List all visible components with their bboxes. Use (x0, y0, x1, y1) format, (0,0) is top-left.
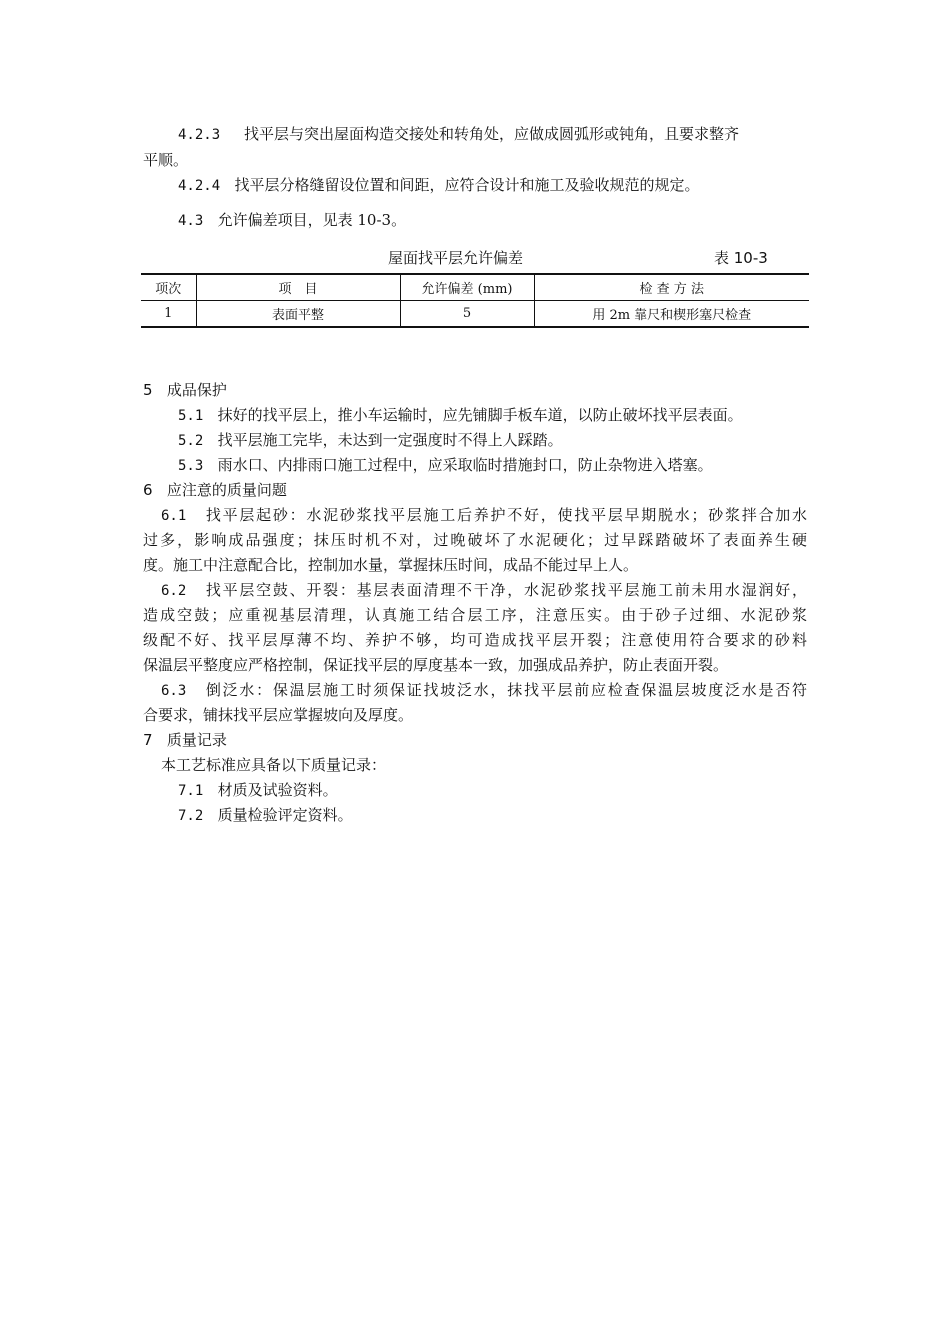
header-cell: 检 查 方 法 (534, 274, 809, 301)
section-7-heading (143, 727, 807, 753)
clause-text: 允许偏差项目，见表 10-3。 (217, 211, 407, 229)
paragraph-6-2-cont: 保温层平整度应严格控制，保证找平层的厚度基本一致，加强成品养护，防止表面开裂。 (143, 656, 729, 674)
paragraph-6-2 (143, 577, 807, 604)
table-cell: 1 (141, 301, 196, 328)
table-number: 表 10-3 (714, 249, 768, 267)
table-cell: 用 2m 靠尺和楔形塞尺检查 (534, 301, 809, 328)
paragraph-4-2-4 (143, 172, 807, 199)
paragraph-6-2-cont: 造成空鼓；应重视基层清理，认真施工结合层工序，注意压实。由于砂子过细、水泥砂浆 (143, 606, 807, 624)
clause-text: 找平层施工完毕，未达到一定强度时不得上人踩踏。 (217, 431, 563, 449)
section-title: 质量记录 (166, 731, 227, 749)
clause-text: 质量检验评定资料。 (217, 806, 353, 824)
clause-text: 找平层与突出屋面构造交接处和转角处，应做成圆弧形或钝角，且要求整齐 (244, 125, 740, 143)
paragraph-6-1 (143, 502, 807, 529)
paragraph-4-2-3 (143, 121, 807, 148)
clause-number: 5.1 (178, 408, 204, 424)
paragraph-6-3 (143, 677, 807, 704)
table-row (141, 301, 809, 328)
clause-text: 找平层起砂：水泥砂浆找平层施工后养护不好，使找平层早期脱水；砂浆拌合加水 (205, 506, 807, 524)
clause-number: 6.1 (161, 508, 187, 524)
section-number: 6 (143, 481, 153, 499)
clause-text: 雨水口、内排雨口施工过程中，应采取临时措施封口，防止杂物进入塔塞。 (217, 456, 713, 474)
section-title: 应注意的质量问题 (166, 481, 287, 499)
table-title: 屋面找平层允许偏差 (388, 249, 524, 267)
section-number: 7 (143, 731, 153, 749)
clause-number: 4.2.4 (178, 178, 221, 194)
section-5-heading (143, 377, 807, 403)
paragraph-4-3 (143, 207, 807, 234)
clause-number: 6.3 (161, 683, 187, 699)
paragraph-6-1-cont: 过多，影响成品强度；抹压时机不对，过晚破坏了水泥硬化；过早踩踏破坏了表面养生硬 (143, 531, 807, 549)
clause-text: 找平层分格缝留设位置和间距，应符合设计和施工及验收规范的规定。 (234, 176, 700, 194)
section-title: 成品保护 (166, 381, 227, 399)
clause-text: 找平层空鼓、开裂：基层表面清理不干净，水泥砂浆找平层施工前未用水湿润好， (205, 581, 807, 599)
table-cell: 表面平整 (196, 301, 400, 328)
table-cell: 5 (400, 301, 534, 328)
tolerance-table (141, 273, 809, 328)
section-number: 5 (143, 381, 153, 399)
paragraph-4-2-3-cont: 平顺。 (143, 151, 189, 169)
clause-number: 7.1 (178, 783, 204, 799)
section-6-heading (143, 477, 807, 503)
paragraph-5-2 (143, 427, 807, 454)
clause-number: 7.2 (178, 808, 204, 824)
paragraph-7-1 (143, 777, 807, 804)
clause-text: 抹好的找平层上，推小车运输时，应先铺脚手板车道，以防止破坏找平层表面。 (217, 406, 743, 424)
clause-text: 材质及试验资料。 (217, 781, 338, 799)
clause-number: 6.2 (161, 583, 187, 599)
clause-number: 5.2 (178, 433, 204, 449)
clause-text: 倒泛水：保温层施工时须保证找坡泛水，抹找平层前应检查保温层坡度泛水是否符 (205, 681, 807, 699)
table-caption (143, 247, 807, 269)
header-cell: 项次 (141, 274, 196, 301)
header-cell: 允许偏差 (mm) (400, 274, 534, 301)
paragraph-5-1 (143, 402, 807, 429)
paragraph-5-3 (143, 452, 807, 479)
paragraph-7-2 (143, 802, 807, 829)
paragraph-6-1-cont: 度。施工中注意配合比，控制加水量，掌握抹压时间，成品不能过早上人。 (143, 556, 639, 574)
section-7-intro: 本工艺标准应具备以下质量记录： (161, 756, 387, 774)
paragraph-6-2-cont: 级配不好、找平层厚薄不均、养护不够，均可造成找平层开裂；注意使用符合要求的砂料 (143, 631, 807, 649)
clause-number: 4.3 (178, 213, 204, 229)
paragraph-6-3-cont: 合要求，铺抹找平层应掌握坡向及厚度。 (143, 706, 414, 724)
clause-number: 5.3 (178, 458, 204, 474)
header-cell: 项 目 (196, 274, 400, 301)
clause-number: 4.2.3 (178, 127, 221, 143)
table-header-row (141, 274, 809, 301)
